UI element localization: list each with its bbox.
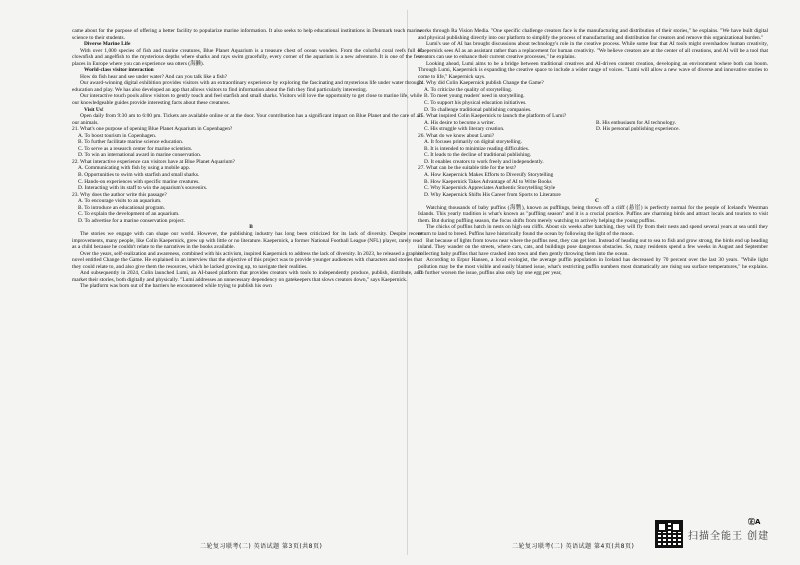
paragraph: Our interactive touch pools allow visitors to gently touch and feel starfish and small sharks. Visitors will love the opportunity to get close to marine life, while our knowledgeable guides provide interesting facts about these creatures.: [72, 93, 422, 107]
paragraph: The platform was born out of the barriers he encountered while trying to publish his own: [80, 283, 272, 290]
answer-option-row: [418, 126, 768, 133]
answer-option: D. To challenge traditional publishing companies.: [424, 106, 532, 113]
left-page: [72, 28, 422, 538]
answer-option: A. How Kaepernick Makes Efforts to Diversify Storytelling: [424, 172, 554, 179]
answer-option: D. It enables creators to work freely and independently.: [424, 158, 544, 165]
answer-option: C. It leads to the decline of traditional publishing.: [424, 152, 532, 159]
question-text: works through Ra Vision Media. "One specific challenge creators face is the manufacturing and distribution of their stories," he explains. "We have built digital and physical publishing directly into our platform to simplify the process of manufacturing and distribution for creators and remove this organizational burden.": [418, 28, 768, 41]
paragraph: The chicks of puffins hatch in nests on high sea cliffs. About six weeks after hatching, they will fly from their nests and spend several years at sea until they return to land to breed. Puffins have historically found the ocean by following the light of the moon.: [418, 224, 768, 237]
question-text: 22. What interactive experience can visitors have at Blue Planet Aquarium?: [72, 158, 235, 165]
right-page-footer: 二轮复习联考(二) 英语试题 第4页(共8页): [512, 543, 635, 550]
answer-option: B. How Kaepernick Takes Advantage of AI to Write Books: [424, 178, 552, 185]
section-heading: World-class visitor interaction: [84, 67, 154, 74]
question-text: came about for the purpose of offering a better facility to popularize marine information. It also seeks to help educational institutions in Denmark teach marine science to their students.: [72, 28, 422, 41]
answer-option: D. Interacting with its staff to win the aquarium's souvenirs.: [78, 185, 208, 192]
answer-option: C. Hands-on experiences with specific marine creatures.: [78, 178, 200, 185]
answer-option: A. It focuses primarily on digital storytelling.: [424, 139, 522, 146]
paragraph: Watching thousands of baby puffins (海鹦), known as pufflings, being thrown off a cliff (悬崖) is perfectly normal for the people of Iceland's Westman Islands. This yearly tradition is what's known as "puffling season" and it is a crucial practice. Puffins are charming birds and attract locals and tourists to visit them. But during puffling season, the focus shifts from merely watching to actively helping the young puffins.: [418, 204, 768, 224]
answer-option: D. His personal publishing experience.: [596, 126, 680, 133]
paragraph: The stories we engage with can shape our world. However, the publishing industry has long been criticized for its lack of diversity. Despite recent improvements, many people, like Colin Kaepernick, grew up with little or no literature. Kaepernick, a former National Football League (NFL) player, rarely read as a child because he couldn't relate to the narratives in the books available.: [72, 230, 422, 251]
scanner-watermark: [655, 520, 769, 548]
paragraph: And subsequently in 2024, Colin launched Lumi, an AI-based platform that provides creators with tools to independently produce, publish, distribute, and market their stories, both digitally and physically. "Lumi addresses an unnecessary dependency on gatekeepers that slows creators down," says Kaepernick.: [72, 270, 422, 283]
answer-option: B. Opportunities to swim with starfish and small sharks.: [78, 172, 200, 179]
paragraph: Over the years, self-realization and awareness, combined with his activism, inspired Kaepernick to address the lack of diversity. In 2023, he released a graphic novel entitled Change the Game. He explained in an interview that the objective of this project was to provide younger audiences with characters and stories that they could relate to, and also give them the resources, which he lacked growing up, to navigate their realities.: [72, 250, 422, 270]
paragraph: Our award-winning digital exhibition provides visitors with an extraordinary experience by exploring the fascinating and mysterious life under water through education and play. We has also developed an app that allows visitors to find information about the fish they find particularly interesting.: [72, 80, 422, 93]
answer-option: B. To further facilitate marine science education.: [78, 139, 184, 146]
answer-option: C. To serve as a research center for marine scientists.: [78, 145, 193, 152]
watermark-text: 扫描全能王 创建: [688, 530, 770, 542]
answer-option: A. Communicating with fish by using a mobile app.: [78, 165, 190, 172]
question-text: 25. What inspired Colin Kaepernick to launch the platform of Lumi?: [418, 113, 567, 120]
question-text: 21. What's one purpose of opening Blue Planet Aquarium in Copenhagen?: [72, 126, 233, 133]
answer-option: C. To explain the development of an aquarium.: [78, 211, 180, 218]
answer-option: B. It is intended to minimize reading difficulties.: [424, 145, 530, 152]
paragraph: Open daily from 9:30 am to 6:00 pm. Tickets are available online or at the door. Your contribution has a significant impact on Blue Planet and the care of all our animals.: [72, 113, 422, 126]
paragraph: According to Erpur Hansen, a local ecologist, the average puffin population in Iceland has decreased by 70 percent over the last 30 years. "While light pollution may be the most visible and easily blamed issue, what's restricting puffin numbers most dramatically are rising sea surface temperatures," he explains. To further worsen the issue, puffins also only lay one egg per year,: [418, 257, 768, 277]
paragraph: But because of lights from towns near where the puffins nest, they can get lost. Instead of heading out to sea to fish and grow strong, the birds end up heading inland. They wander on the streets, where cars, cats, and buildings pose dangerous obstacles. So, many residents spend a few weeks in August and September collecting baby puffins that have crashed into town and then gently throwing them into the ocean.: [418, 237, 768, 257]
question-text: 23. Why does the author write this passage?: [72, 191, 167, 198]
section-heading: Visit Us!: [84, 106, 104, 113]
question-text: 26. What do we know about Lumi?: [418, 132, 495, 139]
passage-label: C: [595, 198, 599, 205]
answer-option: B. His enthusiasm for AI technology.: [596, 119, 677, 126]
answer-option: B. To introduce an educational program.: [78, 204, 166, 211]
question-text: 24. Why did Colin Kaepernick publish Change the Game?: [418, 80, 544, 87]
answer-option: A. To criticize the quality of storytelling.: [424, 86, 513, 93]
question-text: 27. What can be the suitable title for the text?: [418, 165, 517, 172]
answer-option: C. His struggle with literary creation.: [424, 126, 505, 133]
right-page: [418, 28, 768, 538]
paragraph: Looking ahead, Lumi aims to be a bridge between traditional creatives and AI-driven content creation, developing an environment where both can boom. Through Lumi, Kaepernick is expanding the creative space to include a wider range of voices. "Lumi will allow a new wave of diverse and innovative stories to come to life," Kaepernick says.: [418, 60, 768, 80]
answer-option: D. To win an international award in marine conservation.: [78, 152, 202, 159]
paragraph: Lumi's use of AI has brought discussions about technology's role in the creative process. While some fear that AI tools might overshadow human creativity, Kaepernick sees AI as an assistant rather than a replacement for human creativity. "We believe creators are at the center of all creations, and AI will be a tool that creators can use to enhance their current creative processes," he explains.: [418, 41, 768, 61]
section-heading: Diverse Marine Life: [84, 41, 131, 48]
paragraph: How do fish hear and see under water? And can you talk like a fish?: [80, 73, 227, 80]
answer-option: D. To advertise for a marine conservation project.: [78, 217, 186, 224]
passage-label: B: [249, 224, 253, 231]
answer-option: D. Why Kaepernick Shifts His Career from Sports to Literature: [424, 191, 561, 198]
answer-option: C. To support his physical education initiatives.: [424, 100, 527, 107]
answer-option: C. Why Kaepernick Appreciates Authentic Storytelling Style: [424, 185, 556, 192]
answer-option: A. His desire to become a writer.: [424, 119, 495, 126]
left-page-footer: 二轮复习联考(二) 英语试题 第3页(共8页): [200, 543, 323, 550]
answer-option: A. To boost tourism in Copenhagen.: [78, 132, 157, 139]
answer-option: B. To meet young readers' need in storytelling.: [424, 93, 525, 100]
paragraph: With over 1,000 species of fish and marine creatures, Blue Planet Aquarium is a treasure chest of ocean wonders. From the colorful coral reefs full of clownfish and angelfish to the mysterious depths where sharks and rays swim gracefully, every corner of the aquarium is a new adventure. It is one of the few places in Europe where you can experience sea otters (海獭).: [72, 47, 422, 67]
answer-option: A. To encourage visits to an aquarium.: [78, 198, 162, 205]
page-mark: ㊣A: [748, 518, 761, 526]
qr-code-icon: [655, 520, 683, 548]
